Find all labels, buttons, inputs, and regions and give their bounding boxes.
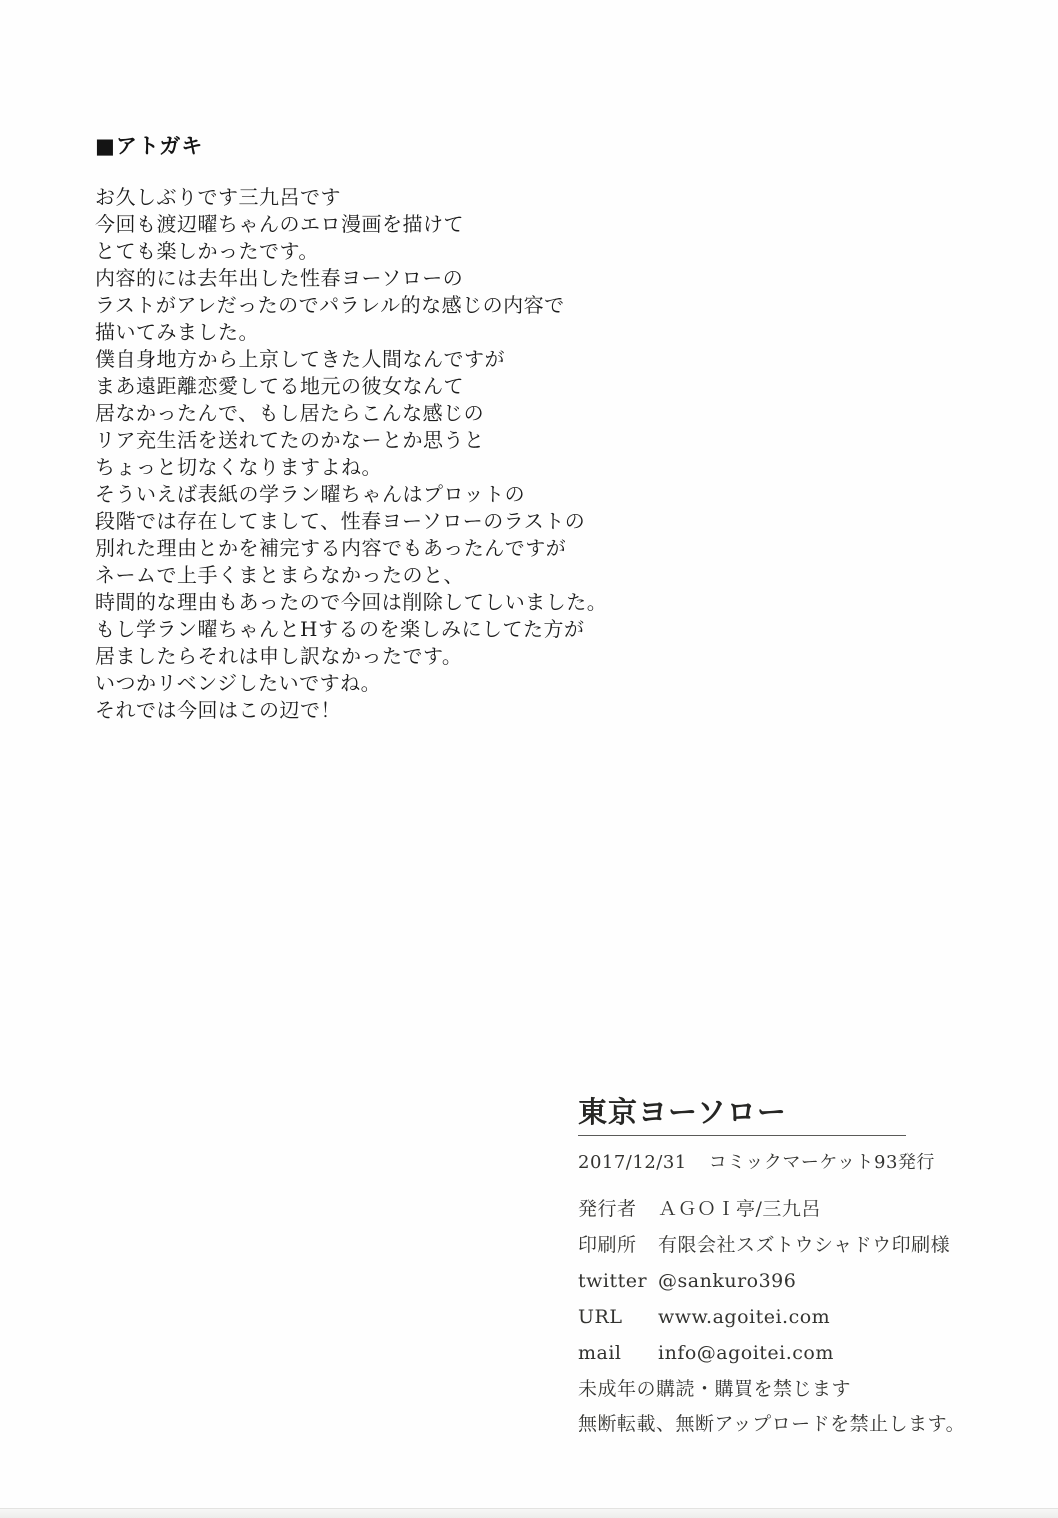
afterword-line: ネームで上手くまとまらなかったのと、 bbox=[95, 563, 464, 587]
twitter-row bbox=[578, 1271, 998, 1292]
mail-label: mail bbox=[578, 1342, 622, 1364]
afterword-line: 居ましたらそれは申し訳なかったです。 bbox=[95, 644, 463, 668]
publication-event: コミックマーケット93発行 bbox=[708, 1152, 935, 1173]
url-value: www.agoitei.com bbox=[658, 1306, 831, 1328]
afterword-line: そういえば表紙の学ラン曜ちゃんはプロットの bbox=[95, 482, 526, 506]
afterword-line: リア充生活を送れてたのかなーとか思うと bbox=[95, 428, 485, 452]
publisher-label: 発行者 bbox=[578, 1198, 637, 1220]
printer-label: 印刷所 bbox=[578, 1234, 637, 1256]
colophon-rows bbox=[578, 1199, 998, 1435]
scan-bottom-edge bbox=[0, 1508, 1058, 1518]
afterword-line: 別れた理由とかを補完する内容でもあったんですが bbox=[95, 536, 567, 560]
afterword-line: 居なかったんで、もし居たらこんな感じの bbox=[95, 401, 485, 425]
publication-date-line bbox=[578, 1148, 998, 1174]
age-restriction-notice: 未成年の購読・購買を禁じます bbox=[578, 1378, 852, 1400]
mail-value: info@agoitei.com bbox=[658, 1342, 834, 1364]
afterword-line: 時間的な理由もあったので今回は削除してしいました。 bbox=[95, 590, 608, 614]
afterword-line: お久しぶりです三九呂です bbox=[95, 185, 341, 209]
afterword-line: 僕自身地方から上京してきた人間なんですが bbox=[95, 347, 505, 371]
afterword-line: もし学ラン曜ちゃんとHするのを楽しみにしてた方が bbox=[95, 617, 585, 641]
afterword-line: ちょっと切なくなりますよね。 bbox=[95, 455, 382, 479]
printer-value: 有限会社スズトウシャドウ印刷様 bbox=[658, 1234, 951, 1256]
afterword-line: ラストがアレだったのでパラレル的な感じの内容で bbox=[95, 293, 565, 317]
afterword-line: いつかリベンジしたいですね。 bbox=[95, 671, 382, 695]
afterword-line: 今回も渡辺曜ちゃんのエロ漫画を描けて bbox=[95, 212, 464, 236]
afterword-body bbox=[95, 184, 715, 724]
no-reupload-notice: 無断転載、無断アップロードを禁止します。 bbox=[578, 1413, 966, 1435]
mail-row bbox=[578, 1343, 998, 1364]
publication-date: 2017/12/31 bbox=[578, 1152, 687, 1173]
publisher-row bbox=[578, 1199, 998, 1220]
afterword-line: 段階では存在してまして、性春ヨーソローのラストの bbox=[95, 509, 586, 533]
afterword-line: 描いてみました。 bbox=[95, 320, 259, 344]
afterword-line: それでは今回はこの辺で！ bbox=[95, 698, 341, 722]
afterword-heading: ■アトガキ bbox=[95, 134, 204, 158]
colophon bbox=[578, 1096, 998, 1449]
afterword-line: 内容的には去年出した性春ヨーソローの bbox=[95, 266, 464, 290]
url-label: URL bbox=[578, 1306, 623, 1328]
url-row bbox=[578, 1307, 998, 1328]
afterword-line: とても楽しかったです。 bbox=[95, 239, 319, 263]
publisher-value: ＡＧＯＩ亭/三九呂 bbox=[658, 1198, 821, 1220]
book-title: 東京ヨーソロー bbox=[578, 1095, 787, 1129]
twitter-handle: @sankuro396 bbox=[658, 1270, 797, 1292]
printer-row bbox=[578, 1235, 998, 1256]
title-divider-line bbox=[578, 1135, 906, 1136]
twitter-label: twitter bbox=[578, 1270, 648, 1292]
afterword-line: まあ遠距離恋愛してる地元の彼女なんて bbox=[95, 374, 464, 398]
